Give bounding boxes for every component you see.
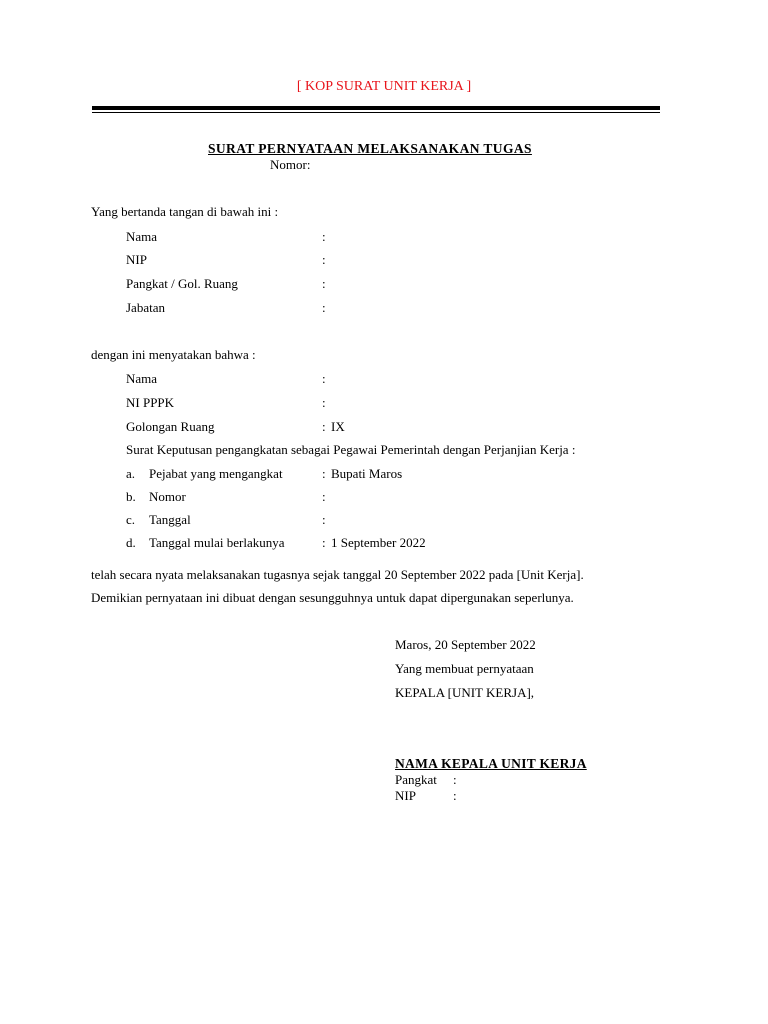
sk-item-a-value: Bupati Maros xyxy=(331,466,403,481)
signature-maker: Yang membuat pernyataan xyxy=(395,661,534,676)
employee-intro: dengan ini menyatakan bahwa : xyxy=(91,347,256,362)
signature-pangkat-label: Pangkat xyxy=(395,772,437,787)
signer-nama-label: Nama xyxy=(126,229,158,244)
statement-line-1: telah secara nyata melaksanakan tugasnya sejak tanggal 20 September 2022 pada [Unit Kerja]. xyxy=(91,567,584,582)
signer-jabatan-sep: : xyxy=(322,300,326,315)
employee-nama-label: Nama xyxy=(126,371,158,386)
signer-pangkat-sep: : xyxy=(322,276,326,291)
letterhead-placeholder: [ KOP SURAT UNIT KERJA ] xyxy=(296,79,472,94)
signature-position: KEPALA [UNIT KERJA], xyxy=(395,685,535,700)
signature-nip-label: NIP xyxy=(395,788,416,803)
employee-nama-sep: : xyxy=(322,371,326,386)
employee-golongan-sep: : xyxy=(322,419,326,434)
signer-intro: Yang bertanda tangan di bawah ini : xyxy=(91,204,279,219)
sk-item-d-label: Tanggal mulai berlakunya xyxy=(149,535,285,550)
signer-jabatan-label: Jabatan xyxy=(126,300,165,315)
sk-item-b-letter: b. xyxy=(126,489,136,504)
sk-item-b-sep: : xyxy=(322,489,326,504)
letterhead-rule-thin xyxy=(92,112,660,113)
signer-nip-sep: : xyxy=(322,252,326,267)
employee-golongan-label: Golongan Ruang xyxy=(126,419,215,434)
signer-pangkat-label: Pangkat / Gol. Ruang xyxy=(126,276,238,291)
sk-item-b-label: Nomor xyxy=(149,489,186,504)
sk-item-c-label: Tanggal xyxy=(149,512,191,527)
document-title: SURAT PERNYATAAN MELAKSANAKAN TUGAS xyxy=(208,141,532,156)
sk-item-a-letter: a. xyxy=(126,466,136,481)
sk-item-d-letter: d. xyxy=(126,535,136,550)
signature-name: NAMA KEPALA UNIT KERJA xyxy=(395,756,587,771)
signature-place-date: Maros, 20 September 2022 xyxy=(395,637,536,652)
sk-heading: Surat Keputusan pengangkatan sebagai Pegawai Pemerintah dengan Perjanjian Kerja : xyxy=(126,442,576,457)
sk-item-d-sep: : xyxy=(322,535,326,550)
sk-item-a-sep: : xyxy=(322,466,326,481)
sk-item-a-label: Pejabat yang mengangkat xyxy=(149,466,283,481)
signature-pangkat-sep: : xyxy=(453,772,457,787)
employee-nipppk-sep: : xyxy=(322,395,326,410)
sk-item-c-letter: c. xyxy=(126,512,136,527)
letterhead-rule-thick xyxy=(92,106,660,110)
signature-nip-sep: : xyxy=(453,788,457,803)
sk-item-c-sep: : xyxy=(322,512,326,527)
employee-nipppk-label: NI PPPK xyxy=(126,395,175,410)
statement-line-2: Demikian pernyataan ini dibuat dengan sesungguhnya untuk dapat dipergunakan seperlunya. xyxy=(91,590,574,605)
signer-nama-sep: : xyxy=(322,229,326,244)
signer-nip-label: NIP xyxy=(126,252,147,267)
sk-item-d-value: 1 September 2022 xyxy=(331,535,426,550)
employee-golongan-value: IX xyxy=(331,419,345,434)
nomor-label: Nomor: xyxy=(270,157,311,172)
